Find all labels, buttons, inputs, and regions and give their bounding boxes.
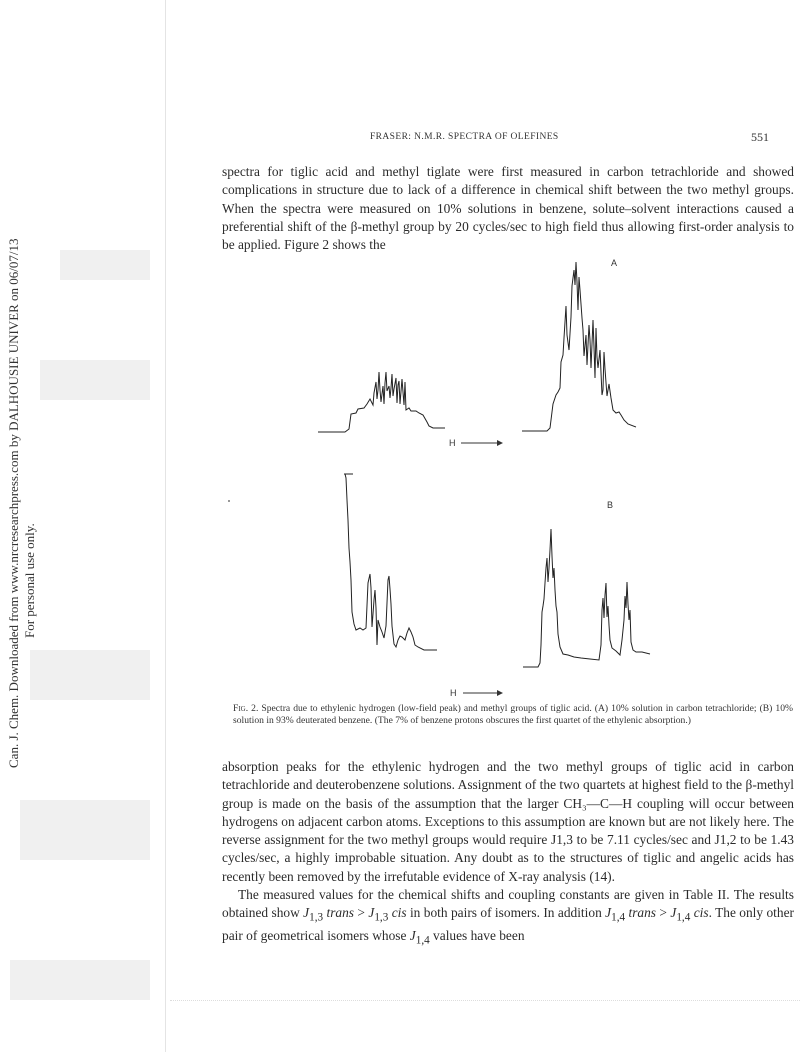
figure-caption-text: Spectra due to ethylenic hydrogen (low-field peak) and methyl groups of tiglic acid. (A) 10% solution in carbon tetrachloride; (B) 10% solution in 93% deuterated benzene. (The 7% of benzene protons obscures the first quartet of the ethylenic absorption.) [233,703,793,726]
figure-caption-label: Fig. 2. [233,703,259,714]
page-number: 551 [751,130,769,144]
cis-word: cis [391,905,407,921]
body-paragraph-3: The measured values for the chemical shifts and coupling constants are given in Table II. The results obtained show $J_{1,3}$ trans > $J_{1,3}$ cis in both pairs of isomers. In addition $J_{1,4}$ trans > $J_{1,4}$ cis. The only other pair of geometrical isomers whose $J_{1,4}$ values have been [222,887,794,948]
body-paragraph-2 [222,758,794,950]
cis-word: cis [693,905,709,921]
p3-text-c: The only other pair of geometrical isomers whose [222,905,794,944]
j-symbol: J [303,905,310,921]
j-symbol: J [605,905,612,921]
body-paragraph-1-text: spectra for tiglic acid and methyl tiglate were first measured in carbon tetrachloride and showed complications in structure due to lack of a difference in chemical shift between the two methyl groups. When the spectra were measured on 10% solutions in benzene, solute–solvent interactions caused a preferential shift of the β-methyl group by 20 cycles/sec to high field thus allowing first-order analysis to be applied. Figure 2 shows the [222,164,794,253]
spectrum-b-right [523,529,650,667]
p3-text-b: in both pairs of isomers. In addition [406,905,606,921]
panel-b-label: B [607,500,614,510]
panel-a-label: A [611,258,618,268]
field-direction-label-a: H [449,438,456,448]
trans-word: trans [628,905,657,921]
field-direction-arrowhead-a [497,440,503,446]
download-notice-line-1: Can. J. Chem. Downloaded from www.nrcresearchpress.com by DALHOUSIE UNIVER on 06/07/13 [6,238,21,768]
p3-text-d: values have been [429,928,525,944]
gt-symbol: > [656,905,671,921]
j-subscript: 1,4 [415,935,430,948]
j-symbol: J [368,905,375,921]
figure-caption [233,703,793,727]
j-subscript: 1,4 [611,912,626,925]
j-symbol: J [409,928,416,944]
spectrum-b-left [345,474,437,650]
spectrum-a-right [522,262,636,431]
trans-word: trans [326,905,355,921]
p3-text-a: The measured values for the chemical shifts and coupling constants are given in Table II. The results obtained show [222,887,794,921]
footer-scan-line [170,1000,800,1005]
spectrum-a-left [318,372,445,432]
running-head: FRASER: N.M.R. SPECTRA OF OLEFINES [370,132,559,142]
j-symbol: J [670,905,677,921]
scan-dot [228,500,230,502]
j-subscript: 1,4 [676,912,691,925]
body-paragraph-2-text: absorption peaks for the ethylenic hydrogen and the two methyl groups of tiglic acid in carbon tetrachloride and deuterobenzene solutions. Assignment of the two quartets at highest field to the β-methyl group is made on the basis of the assumption that the larger CH₃—C—H coupling will occur between hydrogens on adjacent carbon atoms. Exceptions to this assumption are known but are not likely here. The reverse assignment for the two methyl groups would require J1,3 to be 7.11 cycles/sec and J1,2 to be 1.43 cycles/sec, a highly improbable situation. Any doubt as to the structures of tiglic and angelic acids has recently been removed by the irrefutable evidence of X-ray analysis (14). [222,759,794,884]
field-direction-label-b: H [450,688,457,698]
j-subscript: 1,3 [309,912,324,925]
field-direction-arrowhead-b [497,690,503,696]
j-subscript: 1,3 [374,912,389,925]
download-notice-line-2: For personal use only. [22,523,37,638]
gt-symbol: > [354,905,369,921]
